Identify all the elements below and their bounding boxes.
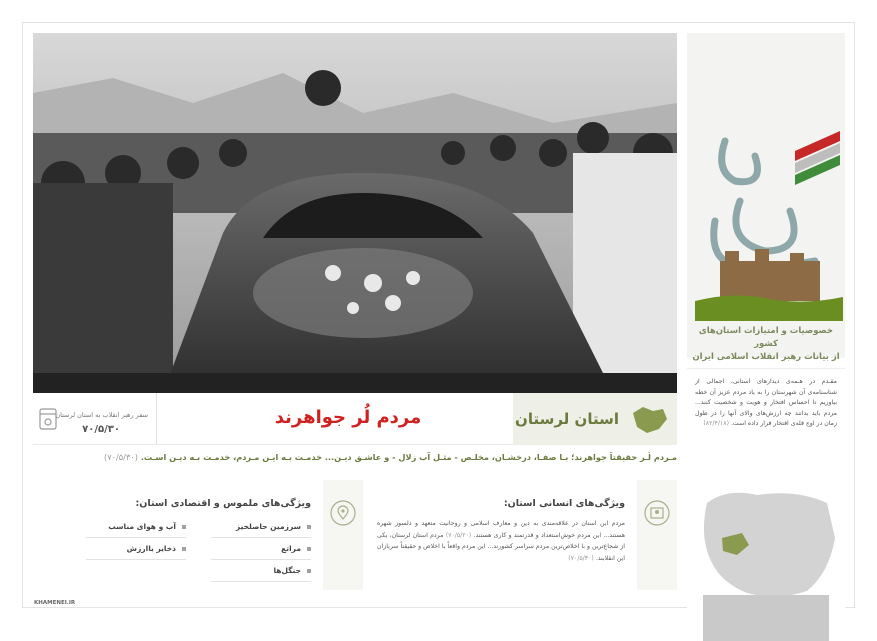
human-paragraph-2: مردم استان لرستان، یکی از شجاع‌ترین و با اخلاص‌ترین مردم سراسر کشورند... این مردم واقعاً با اخلاص و حقیقتاً سربازان این انقلابند. (377, 531, 625, 562)
id-card-icon (644, 500, 670, 530)
quote-text: مـردم لُـر حقیقتاً جواهرند؛ بـا صفـا، درخشـان، مخلـص - مثـل آب زلال - و عاشـق دیـن... خدمـت بـه ایـن مـردم، خدمـت بـه دیـن اسـت. (140, 452, 677, 462)
human-traits-panel (377, 480, 677, 590)
date-value: ۷۰/۵/۳۰ (82, 424, 120, 435)
title-strip (33, 393, 677, 445)
sidebar-header (687, 33, 845, 362)
main-title: مردم لُر جواهرند (274, 407, 422, 428)
calendar-icon (39, 406, 57, 434)
quote-ref: (۷۰/۵/۳۰) (104, 452, 138, 462)
econ-item: ذخایر باارزش (86, 540, 186, 560)
sidebar-subtitle (687, 325, 845, 364)
sidebar (687, 33, 845, 608)
sidebar-bottom-block (703, 595, 829, 641)
location-pin-icon (330, 500, 356, 530)
econ-item: جنگل‌ها (211, 562, 311, 582)
econ-icon-column (323, 480, 363, 590)
date-box (33, 393, 157, 445)
crowd-photo (33, 33, 677, 393)
date-caption: سفر رهبر انقلاب به استان لرستان (55, 411, 148, 419)
iran-calligraphy-logo (695, 111, 843, 351)
sidebar-intro (687, 368, 845, 483)
econ-heading: ویژگی‌های ملموس و اقتصادی استان: (135, 498, 311, 509)
subtitle-line-1: خصوصیات و امتیازات استان‌های کشور (698, 326, 834, 349)
human-paragraph-1: مردم این استان در علاقه‌مندی به دین و معارف اسلامی و روحانیت متعهد و دلسوز شهره هستند... این مردم خوش‌استعداد و قدرتمند و کاری هستند. (377, 520, 625, 539)
province-box (513, 393, 677, 445)
econ-item: سرزمین حاصلخیز (211, 518, 311, 538)
econ-item: آب و هوای مناسب (86, 518, 186, 538)
quote-line (33, 452, 677, 462)
province-map-icon (629, 401, 669, 441)
human-ref-1: (۷۰/۵/۲۰) (445, 531, 472, 539)
khamenei-logo (34, 600, 75, 606)
intro-text: مقـدم در هـمه‌ی دیدارهای استانی، اجمالی از شناسنامه‌ی آن شهرستان را به یاد مردم عزیز آن خطه بیاوریم تا احساس افتخار و هویت و شخصیت کنند... مردم باید بدانند چه ارزش‌های والای آنها را در طول زمان در اوج قله‌ی افتخار قرار داده است. (695, 378, 837, 427)
intro-ref: (۸۲/۴/۱۸) (703, 420, 729, 427)
footer-site: KHAMENEI.IR (34, 600, 76, 606)
human-body (377, 518, 625, 564)
bottom-panels (33, 480, 677, 590)
human-icon-column (637, 480, 677, 590)
province-name: استان لرستان (515, 410, 619, 428)
econ-list (81, 518, 311, 582)
human-ref-2: (۷۰/۵/۳۰) (568, 554, 594, 562)
economic-traits-panel (33, 480, 363, 590)
subtitle-line-2: از بیانات رهبر انقلاب اسلامی ایران (692, 352, 840, 362)
human-heading: ویژگی‌های انسانی استان: (503, 498, 625, 509)
econ-item: مراتع (211, 540, 311, 560)
